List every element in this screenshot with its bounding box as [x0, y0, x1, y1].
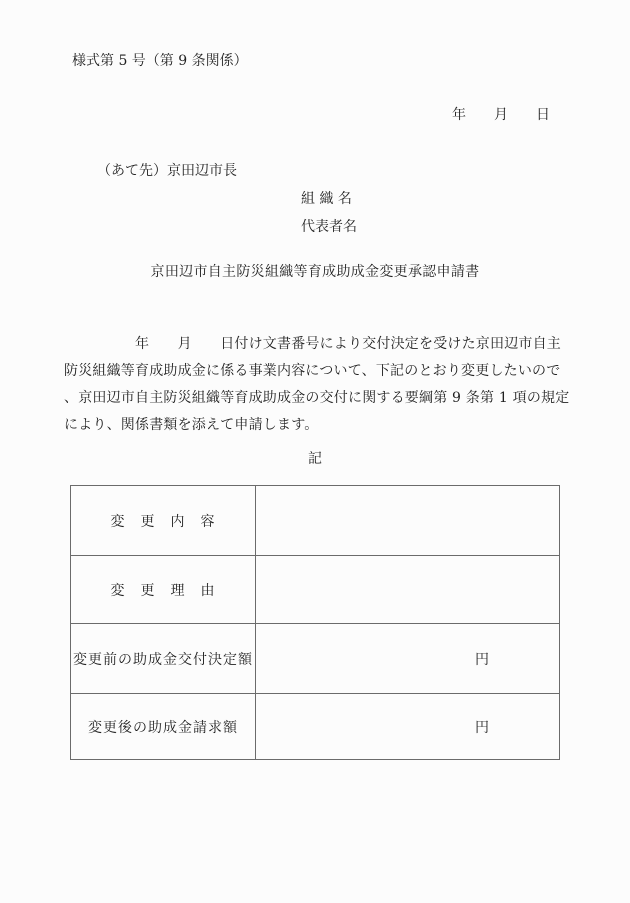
row-label-amount-after: 変更後の助成金請求額 [71, 694, 256, 760]
row-value-change-details [256, 486, 560, 556]
document-title: 京田辺市自主防災組織等育成助成金変更承認申請書 [150, 264, 480, 280]
row-value-change-reason [256, 556, 560, 624]
body-line-1: 年 月 日付け文書番号により交付決定を受けた京田辺市自主 [64, 336, 561, 352]
form-number: 様式第 5 号（第 9 条関係） [72, 53, 248, 69]
body-line-3: 、京田辺市自主防災組織等育成助成金の交付に関する要綱第 9 条第 1 項の規定 [64, 390, 570, 406]
date-line: 年 月 日 [452, 107, 550, 123]
representative-name-label: 代表者名 [301, 219, 357, 235]
table-row-change-details [71, 486, 560, 556]
organization-name-label: 組 織 名 [301, 191, 352, 207]
table-row-amount-before [71, 624, 560, 694]
row-value-amount-before: 円 [256, 624, 560, 694]
record-marker: 記 [308, 451, 322, 467]
body-line-2: 防災組織等育成助成金に係る事業内容について、下記のとおり変更したいので [64, 363, 561, 379]
application-form-table [70, 485, 560, 760]
row-label-amount-before: 変更前の助成金交付決定額 [71, 624, 256, 694]
addressee-line: （あて先）京田辺市長 [97, 163, 237, 179]
row-label-change-details: 変 更 内 容 [71, 486, 256, 556]
table-row-change-reason [71, 556, 560, 624]
body-line-4: により、関係書類を添えて申請します。 [64, 417, 319, 433]
row-value-amount-after: 円 [256, 694, 560, 760]
body-paragraph [64, 331, 570, 439]
row-label-change-reason: 変 更 理 由 [71, 556, 256, 624]
table-row-amount-after [71, 694, 560, 760]
